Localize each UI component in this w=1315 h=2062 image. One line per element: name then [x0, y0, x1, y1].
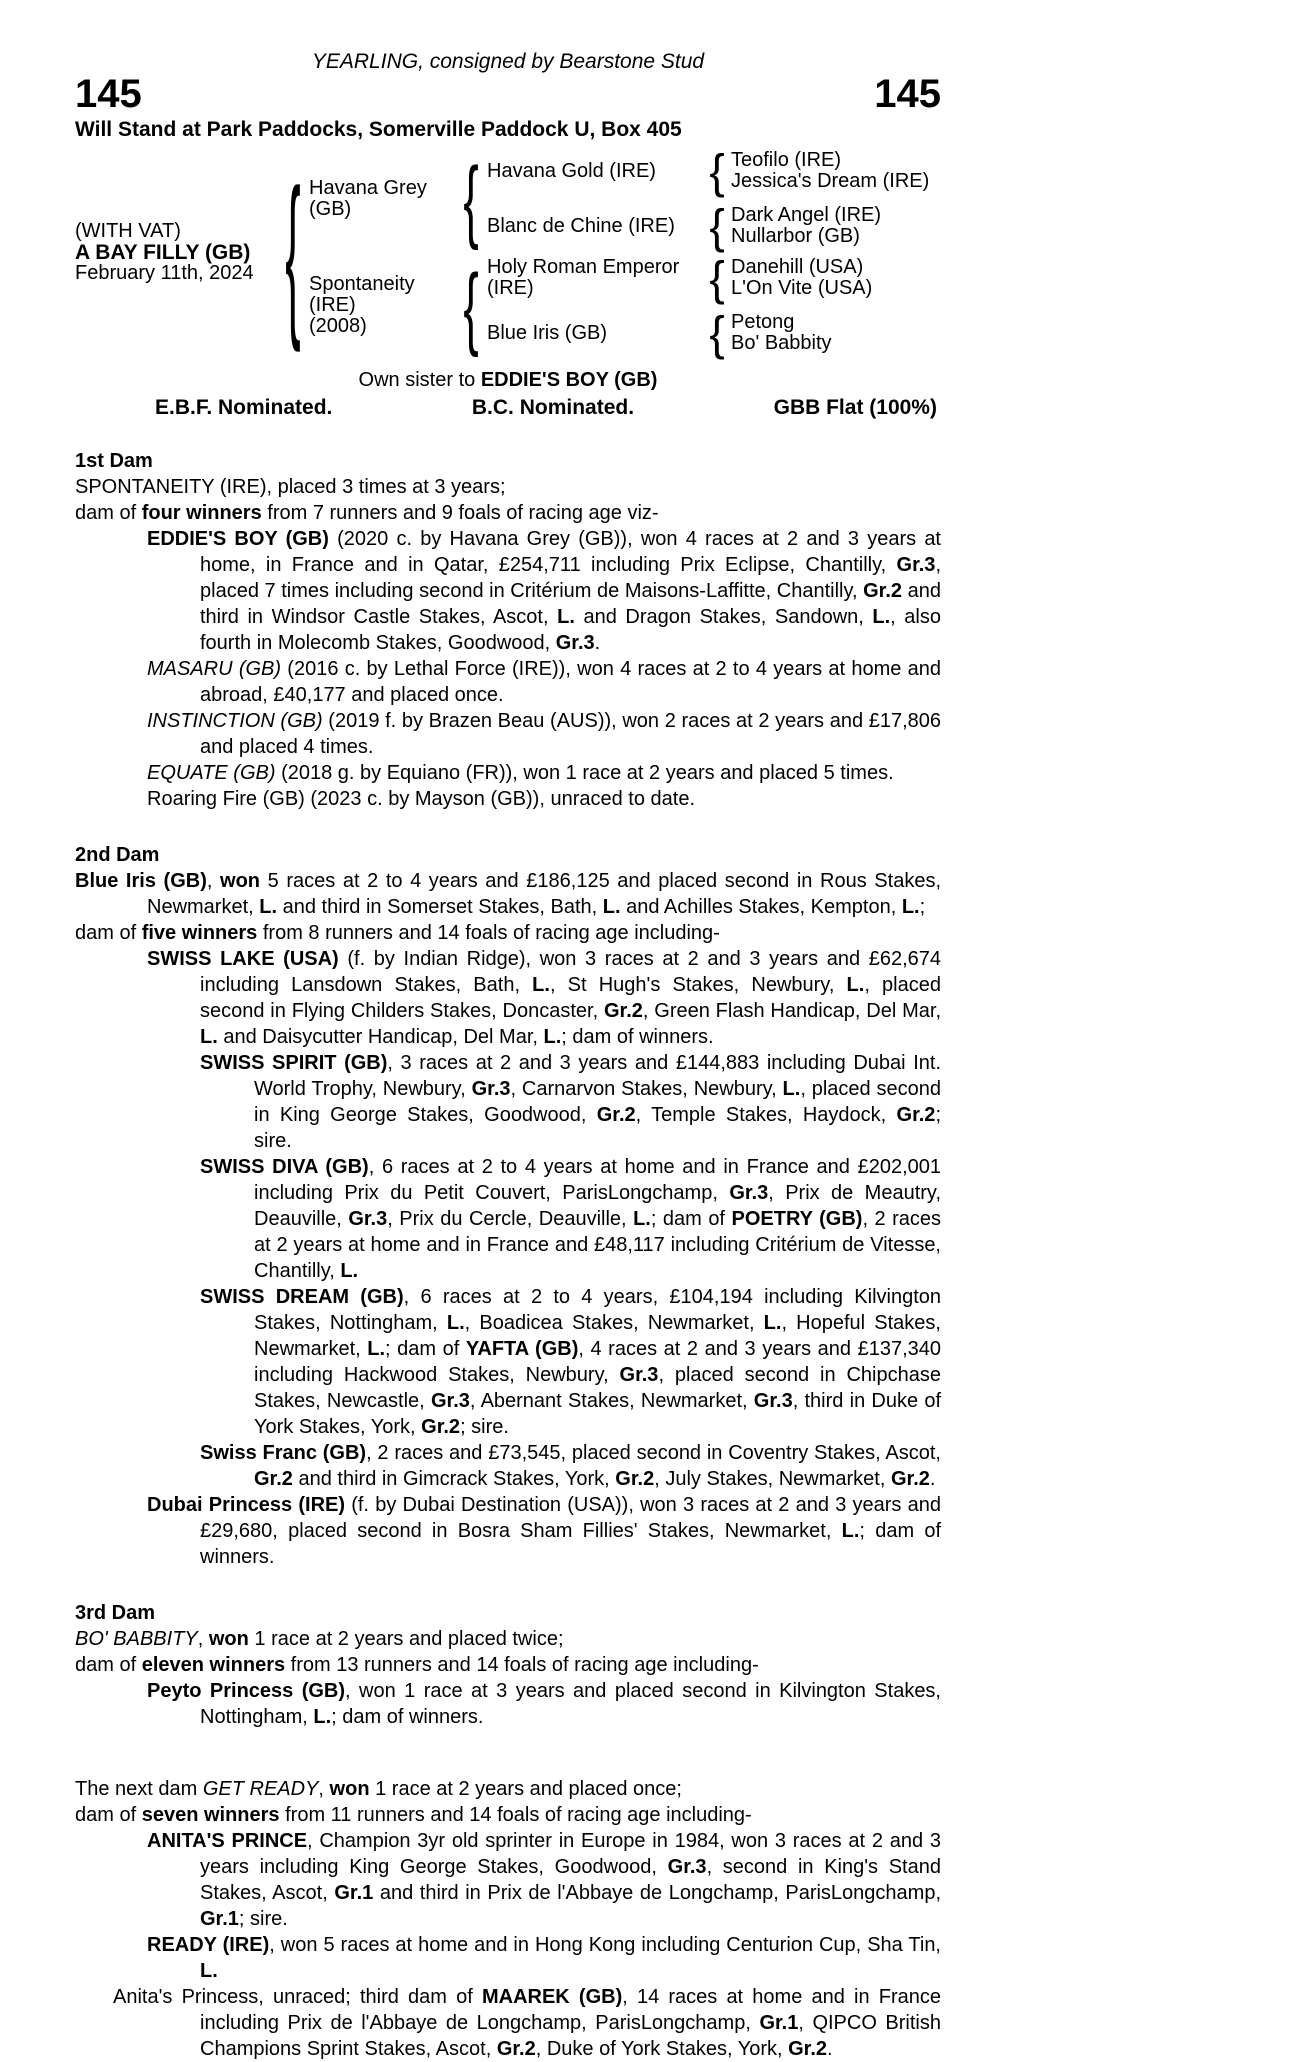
text-run: .: [594, 632, 601, 654]
text-run: (f. by Indian Ridge), won 3 races at 2 and 3 years and £62,674 including Lansdown Stakes, Bath,: [200, 948, 941, 996]
text-run: INSTINCTION (GB): [147, 710, 323, 732]
text-run: POETRY (GB): [731, 1208, 863, 1230]
vat-note: (WITH VAT): [75, 219, 181, 242]
dam-section: [75, 448, 941, 812]
gbb-flat-note: GBB Flat (100%): [773, 396, 937, 419]
generation3-brace: {: [709, 306, 725, 360]
catalogue-paragraph: [75, 474, 941, 500]
text-run: dam of: [75, 1654, 142, 1676]
text-run: Gr.2: [421, 1416, 461, 1438]
text-run: and third in Somerset Stakes, Bath,: [277, 896, 603, 918]
text-run: , third in Duke of York Stakes, York,: [254, 1390, 942, 1438]
text-run: , won 5 races at home and in Hong Kong including Centurion Cup, Sha Tin,: [269, 1934, 941, 1956]
text-run: from 11 runners and 14 foals of racing age including-: [279, 1804, 752, 1826]
text-run: Gr.3: [471, 1078, 511, 1100]
catalogue-paragraph: [75, 868, 941, 920]
text-run: Gr.1: [200, 1908, 239, 1930]
page-title: YEARLING, consigned by Bearstone Stud: [311, 50, 705, 73]
text-run: Gr.2: [496, 2038, 536, 2060]
gen2-name: Holy Roman Emperor (IRE): [487, 256, 680, 299]
text-run: L.: [633, 1208, 651, 1230]
catalogue-paragraph: [75, 1626, 941, 1652]
text-run: 1 race at 2 years and placed twice;: [248, 1628, 564, 1650]
text-run: dam of: [75, 502, 142, 524]
stand-location-line: Will Stand at Park Paddocks, Somerville Paddock U, Box 405: [75, 118, 682, 141]
text-run: Gr.2: [596, 1104, 636, 1126]
text-run: ; sire.: [254, 1104, 941, 1152]
text-run: L.: [841, 1520, 860, 1542]
text-run: and third in Gimcrack Stakes, York,: [292, 1468, 616, 1490]
gen3-pair: [725, 312, 936, 354]
text-run: The next dam: [75, 1778, 203, 1800]
text-run: , Abernant Stakes, Newmarket,: [469, 1390, 754, 1412]
text-run: ; sire.: [238, 1908, 288, 1930]
text-run: Gr.3: [753, 1390, 793, 1412]
text-run: SWISS LAKE (USA): [147, 948, 339, 970]
text-run: , July Stakes, Newmarket,: [654, 1468, 891, 1490]
text-run: , QIPCO British Champions Sprint Stakes, Ascot,: [200, 2012, 942, 2060]
text-run: Swiss Franc (GB): [200, 1442, 367, 1464]
text-run: L.: [763, 1312, 782, 1334]
text-run: GET READY: [202, 1778, 319, 1800]
catalogue-paragraph: [75, 1492, 941, 1570]
text-run: , Boadicea Stakes, Newmarket,: [464, 1312, 764, 1334]
text-run: Gr.3: [430, 1390, 470, 1412]
pedigree-cell: [479, 199, 936, 253]
text-run: L.: [602, 896, 621, 918]
text-run: , second in King's Stand Stakes, Ascot,: [200, 1856, 941, 1904]
dam-section: [75, 1776, 941, 2062]
text-run: L.: [872, 606, 891, 628]
gen3-sire: Danehill (USA): [731, 256, 864, 278]
generation3-brace: {: [709, 199, 725, 253]
text-run: MASARU (GB): [147, 658, 282, 680]
text-run: MAAREK (GB): [481, 1986, 623, 2008]
text-run: won: [208, 1628, 249, 1650]
text-run: Blue Iris (GB): [75, 870, 207, 892]
text-run: Gr.3: [667, 1856, 707, 1878]
text-run: , 14 races at home and in France including Prix de l'Abbaye de Longchamp, ParisLongchamp,: [200, 1986, 941, 2034]
text-run: and Dragon Stakes, Sandown,: [574, 606, 873, 628]
text-run: Peyto Princess (GB): [147, 1680, 346, 1702]
dam-name: [301, 274, 463, 337]
catalogue-paragraph: [75, 1050, 941, 1154]
text-run: , 6 races at 2 to 4 years, £104,194 including Kilvington Stakes, Nottingham,: [254, 1286, 942, 1334]
text-run: (f. by Dubai Destination (USA)), won 3 races at 2 and 3 years and £29,680, placed second in Bosra Sham Fillies' Stakes, Newmarket,: [200, 1494, 942, 1542]
catalogue-paragraph: [75, 920, 941, 946]
catalogue-paragraph: [75, 1984, 941, 2062]
text-run: L.: [557, 606, 575, 628]
text-run: , Hopeful Stakes, Newmarket,: [254, 1312, 941, 1360]
text-run: .: [827, 2038, 833, 2060]
text-run: , Prix de Meautry, Deauville,: [254, 1182, 942, 1230]
catalogue-paragraph: [75, 1932, 941, 1984]
text-run: L.: [259, 896, 278, 918]
gen3-dam: Nullarbor (GB): [731, 225, 860, 247]
pedigree-cell: [479, 144, 936, 198]
text-run: (2019 f. by Brazen Beau (AUS)), won 2 races at 2 years and £17,806 and placed 4 times.: [200, 710, 942, 758]
text-run: (2020 c. by Havana Grey (GB)), won 4 races at 2 and 3 years at home, in France and in Qatar, £254,711 including Prix Eclipse, Chantilly,: [200, 528, 941, 576]
text-run: Gr.3: [555, 632, 595, 654]
gen2-name: Blanc de Chine (IRE): [487, 214, 675, 237]
text-run: (2016 c. by Lethal Force (IRE)), won 4 races at 2 to 4 years at home and abroad, £40,177 and placed once.: [200, 658, 941, 706]
sire-name: [301, 178, 463, 220]
text-run: , placed second in Flying Childers Stakes, Doncaster,: [200, 974, 941, 1022]
dam-name-line1: Spontaneity (IRE): [309, 273, 415, 316]
dam-section: [75, 1600, 941, 1730]
text-run: L.: [846, 974, 865, 996]
catalogue-paragraph: [75, 1678, 941, 1730]
text-run: Roaring Fire (GB) (2023 c. by Mayson (GB)), unraced to date.: [147, 788, 695, 810]
text-run: won: [329, 1778, 370, 1800]
generation3-brace: {: [709, 251, 725, 305]
subject-name: A BAY FILLY (GB): [75, 240, 251, 264]
text-run: , St Hugh's Stakes, Newbury,: [549, 974, 847, 996]
text-run: from 8 runners and 14 foals of racing age including-: [257, 922, 720, 944]
text-run: L.: [543, 1026, 562, 1048]
text-run: L.: [446, 1312, 465, 1334]
catalogue-page: [75, 0, 941, 2062]
generation1-brace: {: [285, 150, 301, 354]
text-run: ; dam of winners.: [200, 1520, 942, 1568]
text-run: Gr.2: [890, 1468, 930, 1490]
sire-name-line2: (GB): [309, 197, 352, 220]
catalogue-paragraph: [75, 1776, 941, 1802]
text-run: L.: [200, 1026, 218, 1048]
text-run: ,: [318, 1778, 330, 1800]
text-run: READY (IRE): [147, 1934, 270, 1956]
section-heading: 1st Dam: [75, 450, 153, 472]
text-run: SPONTANEITY (IRE), placed 3 times at 3 years;: [75, 476, 506, 498]
catalogue-sections: [75, 448, 941, 2062]
text-run: SWISS DIVA (GB): [200, 1156, 369, 1178]
catalogue-paragraph: [75, 500, 941, 526]
catalogue-paragraph: [75, 656, 941, 708]
text-run: Dubai Princess (IRE): [147, 1494, 346, 1516]
text-run: seven winners: [141, 1804, 280, 1826]
own-sister-prefix: Own sister to: [358, 369, 481, 391]
catalogue-paragraph: [75, 1440, 941, 1492]
section-heading: 2nd Dam: [75, 844, 160, 866]
nominations-line: [155, 396, 937, 420]
gen3-sire: Dark Angel (IRE): [731, 204, 882, 226]
text-run: ; dam of: [650, 1208, 732, 1230]
text-run: ,: [197, 1628, 209, 1650]
text-run: , Duke of York Stakes, York,: [535, 2038, 789, 2060]
gen2-name: Havana Gold (IRE): [487, 159, 656, 182]
dam-section: [75, 842, 941, 1570]
text-run: L.: [367, 1338, 386, 1360]
text-run: dam of: [75, 1804, 142, 1826]
text-run: SWISS SPIRIT (GB): [200, 1052, 388, 1074]
text-run: L.: [532, 974, 550, 996]
lot-number-right: 145: [874, 72, 941, 116]
sire-branch: [301, 144, 936, 253]
catalogue-paragraph: [75, 946, 941, 1050]
text-run: L.: [901, 896, 920, 918]
gen3-sire: Petong: [731, 311, 795, 333]
text-run: Gr.1: [759, 2012, 799, 2034]
text-run: , Prix du Cercle, Deauville,: [387, 1208, 634, 1230]
text-run: L.: [340, 1260, 359, 1282]
text-run: Gr.2: [615, 1468, 655, 1490]
text-run: BO' BABBITY: [75, 1628, 198, 1650]
lot-number-left: 145: [75, 72, 142, 116]
text-run: , also fourth in Molecomb Stakes, Goodwood,: [200, 606, 941, 654]
text-run: and Achilles Stakes, Kempton,: [620, 896, 902, 918]
generation2-brace: {: [463, 146, 479, 251]
text-run: from 7 runners and 9 foals of racing age viz-: [261, 502, 659, 524]
text-run: and Daisycutter Handicap, Del Mar,: [217, 1026, 544, 1048]
text-run: Gr.3: [729, 1182, 769, 1204]
text-run: ANITA'S PRINCE: [147, 1830, 308, 1852]
text-run: , won 1 race at 3 years and placed second in Kilvington Stakes, Nottingham,: [200, 1680, 941, 1728]
text-run: L.: [782, 1078, 801, 1100]
catalogue-paragraph: [75, 1828, 941, 1932]
generation3-brace: {: [709, 144, 725, 198]
text-run: 1 race at 2 years and placed once;: [369, 1778, 682, 1800]
gen3-dam: L'On Vite (USA): [731, 277, 873, 299]
text-run: , 4 races at 2 and 3 years and £137,340 including Hackwood Stakes, Newbury,: [254, 1338, 942, 1386]
text-run: and third in Windsor Castle Stakes, Ascot,: [200, 580, 941, 628]
text-run: Gr.2: [788, 2038, 828, 2060]
section-heading: 3rd Dam: [75, 1602, 156, 1624]
text-run: Gr.2: [254, 1468, 293, 1490]
ebf-nomination: E.B.F. Nominated.: [155, 396, 333, 419]
text-run: Gr.1: [334, 1882, 374, 1904]
text-run: and third in Prix de l'Abbaye de Longchamp, ParisLongchamp,: [373, 1882, 941, 1904]
text-run: EDDIE'S BOY (GB): [147, 528, 329, 550]
text-run: L.: [200, 1960, 218, 1982]
catalogue-paragraph: [75, 526, 941, 656]
own-sister-name: EDDIE'S BOY (GB): [480, 369, 658, 391]
gen3-pair: [725, 257, 936, 299]
text-run: YAFTA (GB): [465, 1338, 579, 1360]
text-run: Gr.2: [863, 580, 903, 602]
text-run: , 2 races and £73,545, placed second in Coventry Stakes, Ascot,: [366, 1442, 941, 1464]
pedigree-generations: [301, 144, 936, 360]
text-run: ; sire.: [460, 1416, 509, 1438]
text-run: ; dam of winners.: [561, 1026, 714, 1048]
catalogue-paragraph: [75, 1284, 941, 1440]
gen3-dam: Bo' Babbity: [731, 332, 832, 354]
pedigree-cell: [479, 251, 936, 305]
dam-name-line2: (2008): [309, 315, 367, 337]
own-sister-line: [75, 368, 941, 392]
pedigree-tree: [75, 144, 941, 360]
text-run: Gr.3: [619, 1364, 659, 1386]
text-run: , Green Flash Handicap, Del Mar,: [642, 1000, 942, 1022]
gen3-pair: [725, 205, 936, 247]
text-run: Gr.2: [896, 1104, 936, 1126]
foal-date: February 11th, 2024: [75, 261, 254, 284]
text-run: .: [929, 1468, 936, 1490]
text-run: , 6 races at 2 to 4 years at home and in France and £202,001 including Prix du Petit Couvert, ParisLongchamp,: [254, 1156, 941, 1204]
text-run: Gr.3: [348, 1208, 388, 1230]
gen2-name: Blue Iris (GB): [487, 321, 608, 344]
lot-number-row: [75, 74, 941, 114]
text-run: four winners: [141, 502, 262, 524]
text-run: from 13 runners and 14 foals of racing age including-: [285, 1654, 759, 1676]
text-run: ,: [206, 870, 221, 892]
text-run: EQUATE (GB): [147, 762, 276, 784]
text-run: 5 races at 2 to 4 years and £186,125 and placed second in Rous Stakes, Newmarket,: [147, 870, 941, 918]
text-run: dam of: [75, 922, 142, 944]
sire-name-line1: Havana Grey: [309, 176, 427, 199]
catalogue-paragraph: [75, 1652, 941, 1678]
text-run: (2018 g. by Equiano (FR)), won 1 race at 2 years and placed 5 times.: [275, 762, 894, 784]
text-run: Anita's Princess, unraced; third dam of: [113, 1986, 482, 2008]
sire-parents: [479, 144, 936, 253]
text-run: ; dam of winners.: [331, 1706, 484, 1728]
text-run: won: [220, 870, 261, 892]
catalogue-paragraph: [75, 1154, 941, 1284]
text-run: Gr.2: [603, 1000, 643, 1022]
catalogue-paragraph: [75, 1802, 941, 1828]
dam-branch: [301, 251, 936, 360]
text-run: ; dam of: [385, 1338, 466, 1360]
pedigree-subject: [75, 221, 285, 284]
gen3-sire: Teofilo (IRE): [731, 149, 842, 171]
text-run: , 2 races at 2 years at home and in France and £48,117 including Critérium de Vitesse, Chantilly,: [254, 1208, 941, 1282]
text-run: Gr.3: [896, 554, 936, 576]
text-run: L.: [313, 1706, 332, 1728]
text-run: eleven winners: [141, 1654, 286, 1676]
bc-nomination: B.C. Nominated.: [471, 396, 635, 419]
text-run: SWISS DREAM (GB): [200, 1286, 404, 1308]
text-run: , placed second in Chipchase Stakes, Newcastle,: [254, 1364, 941, 1412]
text-run: , placed 7 times including second in Critérium de Maisons-Laffitte, Chantilly,: [200, 554, 941, 602]
text-run: , Temple Stakes, Haydock,: [635, 1104, 897, 1126]
text-run: , Champion 3yr old sprinter in Europe in 1984, won 3 races at 2 and 3 years including King George Stakes, Goodwood,: [200, 1830, 941, 1878]
catalogue-paragraph: [75, 708, 941, 760]
dam-parents: [479, 251, 936, 360]
catalogue-paragraph: [75, 760, 941, 786]
catalogue-paragraph: [75, 786, 941, 812]
gen3-pair: [725, 150, 936, 192]
text-run: , 3 races at 2 and 3 years and £144,883 including Dubai Int. World Trophy, Newbury,: [254, 1052, 942, 1100]
text-run: , Carnarvon Stakes, Newbury,: [510, 1078, 783, 1100]
pedigree-cell: [479, 306, 936, 360]
text-run: five winners: [141, 922, 258, 944]
text-run: , placed second in King George Stakes, Goodwood,: [254, 1078, 941, 1126]
gen3-dam: Jessica's Dream (IRE): [731, 170, 930, 192]
text-run: ;: [919, 896, 926, 918]
generation2-brace: {: [463, 253, 479, 358]
